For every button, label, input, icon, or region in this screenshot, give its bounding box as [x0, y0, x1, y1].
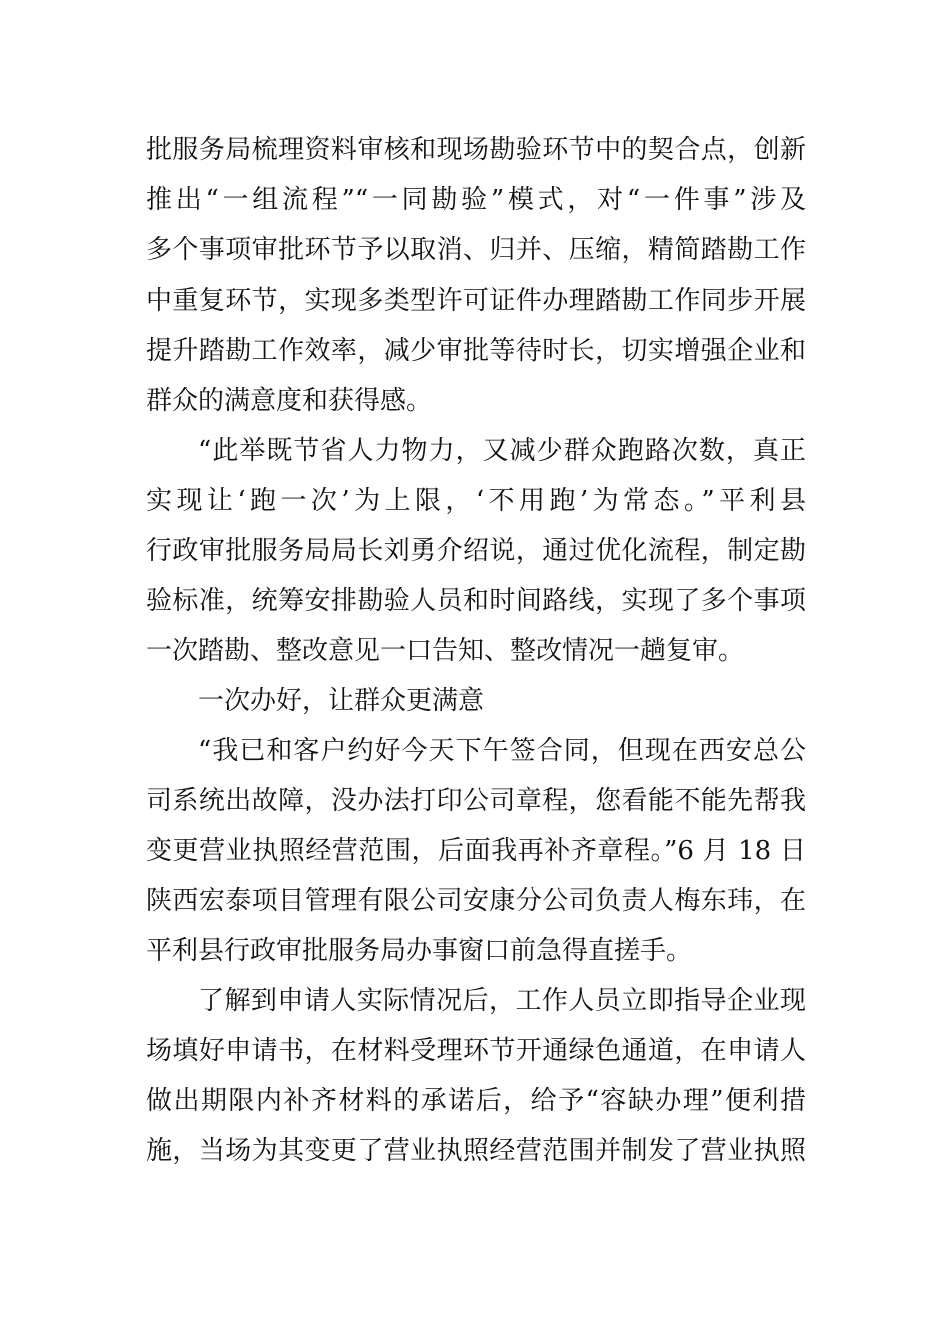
section-heading: 一次办好，让群众更满意 — [198, 686, 485, 716]
text-line: 司系统出故障，没办法打印公司章程，您看能不能先帮我 — [146, 786, 806, 816]
text-line: 多个事项审批环节予以取消、归并、压缩，精简踏勘工作 — [146, 235, 806, 265]
text-line: 验标准，统筹安排勘验人员和时间路线，实现了多个事项 — [146, 586, 806, 616]
text-line: 变更营业执照经营范围，后面我再补齐章程。”6 月 18 日 — [146, 836, 806, 866]
text-line: 行政审批服务局局长刘勇介绍说，通过优化流程，制定勘 — [146, 536, 806, 566]
text-line: 场填好申请书，在材料受理环节开通绿色通道，在申请人 — [146, 1036, 806, 1066]
text-line: 批服务局梳理资料审核和现场勘验环节中的契合点，创新 — [146, 135, 806, 165]
text-line: 做出期限内补齐材料的承诺后，给予“容缺办理”便利措 — [146, 1086, 806, 1116]
text-line: 实现让‘跑一次’为上限，‘不用跑’为常态。”平利县 — [146, 486, 806, 516]
text-line: 施，当场为其变更了营业执照经营范围并制发了营业执照 — [146, 1136, 806, 1166]
text-line: 平利县行政审批服务局办事窗口前急得直搓手。 — [146, 936, 693, 966]
text-line: 群众的满意度和获得感。 — [146, 386, 433, 416]
text-line: 了解到申请人实际情况后，工作人员立即指导企业现 — [198, 986, 806, 1016]
text-line: “我已和客户约好今天下午签合同，但现在西安总公 — [198, 736, 806, 766]
text-line: 推出“一组流程”“一同勘验”模式，对“一件事”涉及 — [146, 185, 806, 215]
text-line: “此举既节省人力物力，又减少群众跑路次数，真正 — [198, 436, 806, 466]
text-line: 一次踏勘、整改意见一口告知、整改情况一趟复审。 — [146, 636, 745, 666]
text-line: 中重复环节，实现多类型许可证件办理踏勘工作同步开展 — [146, 286, 806, 316]
text-line: 陕西宏泰项目管理有限公司安康分公司负责人梅东玮，在 — [146, 886, 806, 916]
text-line: 提升踏勘工作效率，减少审批等待时长，切实增强企业和 — [146, 336, 806, 366]
